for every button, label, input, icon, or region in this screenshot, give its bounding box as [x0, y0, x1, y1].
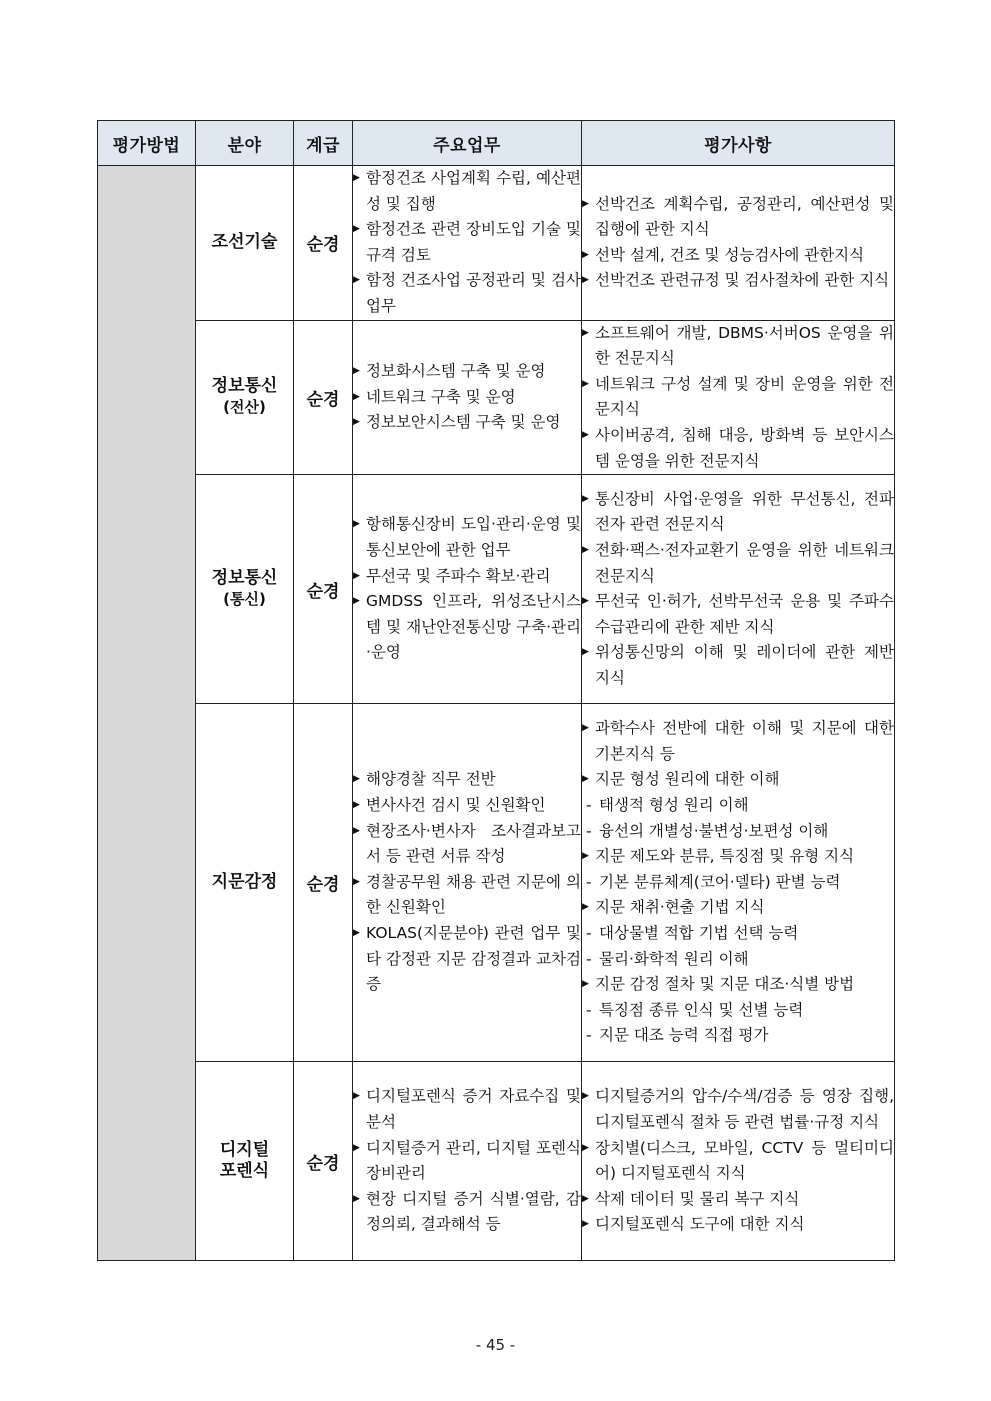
triangle-bullet-icon: ▶ — [353, 876, 360, 887]
page-number: - 45 - — [475, 1336, 516, 1354]
item-text: 특징점 종류 인식 및 선별 능력 — [599, 1000, 804, 1019]
item-text: 지문 감정 절차 및 지문 대조·식별 방법 — [595, 975, 855, 994]
field-name: 조선기술 — [211, 232, 278, 253]
list-item — [582, 589, 894, 640]
item-text: 기본 분류체계(코어·델타) 판별 능력 — [599, 872, 841, 891]
item-text: 지문 제도와 분류, 특징점 및 유형 지식 — [595, 847, 855, 866]
item-text: 현장조사·변사자 조사결과보고서 등 관련 서류 작성 — [366, 821, 581, 866]
item-text: 함정 건조사업 공정관리 및 검사 업무 — [366, 271, 581, 315]
item-text: 융선의 개별성·불변성·보편성 이해 — [599, 821, 829, 840]
list-item — [582, 895, 894, 921]
triangle-bullet-icon: ▶ — [582, 378, 589, 389]
field-subname: (전산) — [223, 398, 266, 417]
item-text: 해양경찰 직무 전반 — [366, 770, 496, 789]
list-item — [582, 716, 894, 767]
list-item — [353, 921, 581, 998]
table-row — [98, 320, 895, 475]
triangle-bullet-icon: ▶ — [353, 275, 360, 286]
item-text: 함정건조 사업계획 수립, 예산편성 및 집행 — [366, 169, 581, 213]
triangle-bullet-icon: ▶ — [353, 596, 360, 607]
dash-marker: - — [586, 872, 592, 891]
grade-cell: 순경 — [294, 704, 353, 1062]
list-item — [582, 487, 894, 538]
triangle-bullet-icon: ▶ — [582, 1219, 589, 1230]
list-item — [353, 1136, 581, 1187]
list-item — [582, 1187, 894, 1213]
header-method: 평가방법 — [98, 121, 196, 166]
list-item — [582, 372, 894, 423]
grade-cell: 순경 — [294, 320, 353, 475]
triangle-bullet-icon: ▶ — [353, 825, 360, 836]
table-row — [98, 704, 895, 1062]
table-row — [98, 166, 895, 321]
item-text: 지문 채취·현출 기법 지식 — [595, 898, 765, 917]
duties-cell — [353, 704, 582, 1062]
item-text: 위성통신망의 이해 및 레이더에 관한 제반 지식 — [595, 643, 894, 687]
field-cell — [196, 704, 294, 1062]
item-text: 현장 디지털 증거 식별·열람, 감정의뢰, 결과해석 등 — [366, 1189, 581, 1234]
grade-cell: 순경 — [294, 475, 353, 704]
triangle-bullet-icon: ▶ — [582, 198, 589, 209]
triangle-bullet-icon: ▶ — [582, 275, 589, 286]
list-item — [353, 217, 581, 268]
sub-item — [582, 793, 894, 819]
triangle-bullet-icon: ▶ — [582, 774, 589, 785]
dash-marker: - — [586, 1026, 592, 1045]
triangle-bullet-icon: ▶ — [353, 928, 360, 939]
triangle-bullet-icon: ▶ — [582, 429, 589, 440]
triangle-bullet-icon: ▶ — [582, 249, 589, 260]
field-cell — [196, 1062, 294, 1261]
list-item — [353, 1187, 581, 1238]
dash-marker: - — [586, 949, 592, 968]
list-item — [353, 767, 581, 793]
field-subname: (통신) — [223, 590, 266, 609]
duties-cell — [353, 320, 582, 475]
triangle-bullet-icon: ▶ — [582, 493, 589, 504]
triangle-bullet-icon: ▶ — [353, 774, 360, 785]
field-name: 지문감정 — [211, 872, 278, 893]
evaluation-cell — [582, 166, 895, 321]
list-item — [353, 589, 581, 666]
list-item — [582, 1136, 894, 1187]
grade-cell: 순경 — [294, 166, 353, 321]
list-item — [582, 268, 894, 294]
triangle-bullet-icon: ▶ — [582, 723, 589, 734]
item-text: 디지털증거의 압수/수색/검증 등 영장 집행, 디지털포렌식 절차 등 관련 법률·규정 지식 — [595, 1087, 894, 1131]
list-item — [353, 564, 581, 590]
list-item — [582, 321, 894, 372]
list-item — [353, 819, 581, 870]
item-text: 네트워크 구성 설계 및 장비 운영을 위한 전문지식 — [595, 374, 894, 419]
table-row — [98, 1062, 895, 1261]
item-text: 과학수사 전반에 대한 이해 및 지문에 대한 기본지식 등 — [595, 719, 894, 763]
dash-marker: - — [586, 796, 592, 815]
list-item — [353, 359, 581, 385]
duties-cell — [353, 166, 582, 321]
item-text: 경찰공무원 채용 관련 지문에 의한 신원확인 — [366, 872, 581, 917]
evaluation-cell — [582, 320, 895, 475]
header-duties: 주요업무 — [353, 121, 582, 166]
list-item — [353, 385, 581, 411]
triangle-bullet-icon: ▶ — [582, 902, 589, 913]
evaluation-cell — [582, 704, 895, 1062]
item-text: 무선국 인·허가, 선박무선국 운용 및 주파수 수급관리에 관한 제반 지식 — [595, 592, 894, 636]
triangle-bullet-icon: ▶ — [353, 391, 360, 402]
item-text: 선박건조 관련규정 및 검사절차에 관한 지식 — [595, 271, 890, 290]
field-name: 디지털 — [219, 1140, 270, 1161]
list-item — [582, 1084, 894, 1135]
item-text: 삭제 데이터 및 물리 복구 지식 — [595, 1189, 800, 1208]
item-text: 대상물별 적합 기법 선택 능력 — [599, 924, 799, 943]
item-text: GMDSS 인프라, 위성조난시스템 및 재난안전통신망 구축·관리·운영 — [366, 592, 581, 662]
sub-item — [582, 870, 894, 896]
item-text: 네트워크 구축 및 운영 — [366, 387, 516, 406]
header-field: 분야 — [196, 121, 294, 166]
item-text: KOLAS(지문분야) 관련 업무 및 타 감정관 지문 감정결과 교차검증 — [366, 924, 581, 994]
item-text: 통신장비 사업·운영을 위한 무선통신, 전파전자 관련 전문지식 — [595, 489, 894, 534]
triangle-bullet-icon: ▶ — [353, 519, 360, 530]
list-item — [582, 767, 894, 793]
field-name: 정보통신 — [211, 568, 278, 589]
triangle-bullet-icon: ▶ — [353, 1193, 360, 1204]
field-cell — [196, 475, 294, 704]
dash-marker: - — [586, 924, 592, 943]
triangle-bullet-icon: ▶ — [353, 224, 360, 235]
method-cell — [98, 166, 196, 1261]
item-text: 물리·화학적 원리 이해 — [599, 949, 749, 968]
header-row — [98, 121, 895, 166]
list-item — [582, 538, 894, 589]
triangle-bullet-icon: ▶ — [582, 1193, 589, 1204]
item-text: 소프트웨어 개발, DBMS·서버OS 운영을 위한 전문지식 — [595, 323, 894, 368]
list-item — [353, 512, 581, 563]
item-text: 정보보안시스템 구축 및 운영 — [366, 413, 561, 432]
triangle-bullet-icon: ▶ — [353, 365, 360, 376]
list-item — [353, 166, 581, 217]
triangle-bullet-icon: ▶ — [582, 327, 589, 338]
sub-item — [582, 819, 894, 845]
item-text: 함정건조 관련 장비도입 기술 및 규격 검토 — [366, 220, 581, 264]
field-name: 정보통신 — [211, 376, 278, 397]
item-text: 무선국 및 주파수 확보·관리 — [366, 566, 551, 585]
item-text: 지문 대조 능력 직접 평가 — [599, 1026, 769, 1045]
field-cell — [196, 320, 294, 475]
table-row — [98, 475, 895, 704]
triangle-bullet-icon: ▶ — [582, 1142, 589, 1153]
item-text: 선박 설계, 건조 및 성능검사에 관한지식 — [595, 245, 865, 264]
triangle-bullet-icon: ▶ — [582, 544, 589, 555]
sub-item — [582, 998, 894, 1024]
triangle-bullet-icon: ▶ — [353, 570, 360, 581]
triangle-bullet-icon: ▶ — [582, 647, 589, 658]
triangle-bullet-icon: ▶ — [353, 173, 360, 183]
dash-marker: - — [586, 1000, 592, 1019]
item-text: 항해통신장비 도입·관리·운영 및 통신보안에 관한 업무 — [366, 515, 581, 559]
header-grade: 계급 — [294, 121, 353, 166]
list-item — [353, 793, 581, 819]
sub-item — [582, 1023, 894, 1049]
item-text: 장치별(디스크, 모바일, CCTV 등 멀티미디어) 디지털포렌식 지식 — [595, 1138, 894, 1183]
field-cell — [196, 166, 294, 321]
duties-cell — [353, 475, 582, 704]
list-item — [582, 243, 894, 269]
item-text: 디지털포렌식 도구에 대한 지식 — [595, 1215, 805, 1234]
grade-cell: 순경 — [294, 1062, 353, 1261]
sub-item — [582, 921, 894, 947]
duties-cell — [353, 1062, 582, 1261]
item-text: 변사사건 검시 및 신원확인 — [366, 796, 546, 815]
triangle-bullet-icon: ▶ — [582, 1091, 589, 1102]
list-item — [353, 410, 581, 436]
item-text: 디지털포렌식 증거 자료수집 및 분석 — [366, 1087, 581, 1131]
item-text: 지문 형성 원리에 대한 이해 — [595, 770, 780, 789]
dash-marker: - — [586, 821, 592, 840]
list-item — [353, 1084, 581, 1135]
triangle-bullet-icon: ▶ — [353, 1091, 360, 1102]
evaluation-cell — [582, 1062, 895, 1261]
list-item — [582, 972, 894, 998]
triangle-bullet-icon: ▶ — [582, 979, 589, 990]
item-text: 정보화시스템 구축 및 운영 — [366, 361, 546, 380]
list-item — [353, 870, 581, 921]
triangle-bullet-icon: ▶ — [582, 851, 589, 862]
item-text: 디지털증거 관리, 디지털 포렌식 장비관리 — [366, 1138, 581, 1183]
list-item — [582, 844, 894, 870]
triangle-bullet-icon: ▶ — [353, 800, 360, 811]
item-text: 태생적 형성 원리 이해 — [599, 796, 749, 815]
item-text: 사이버공격, 침해 대응, 방화벽 등 보안시스템 운영을 위한 전문지식 — [595, 425, 894, 470]
list-item — [353, 268, 581, 319]
list-item — [582, 423, 894, 474]
triangle-bullet-icon: ▶ — [353, 417, 360, 428]
evaluation-cell — [582, 475, 895, 704]
list-item — [582, 640, 894, 691]
triangle-bullet-icon: ▶ — [353, 1142, 360, 1153]
triangle-bullet-icon: ▶ — [582, 596, 589, 607]
header-evaluation: 평가사항 — [582, 121, 895, 166]
field-subname: 포렌식 — [219, 1161, 270, 1182]
item-text: 전화·팩스·전자교환기 운영을 위한 네트워크 전문지식 — [595, 540, 894, 585]
list-item — [582, 192, 894, 243]
list-item — [582, 1212, 894, 1238]
evaluation-table — [97, 120, 895, 1261]
sub-item — [582, 947, 894, 973]
item-text: 선박건조 계획수립, 공정관리, 예산편성 및 집행에 관한 지식 — [595, 194, 894, 239]
